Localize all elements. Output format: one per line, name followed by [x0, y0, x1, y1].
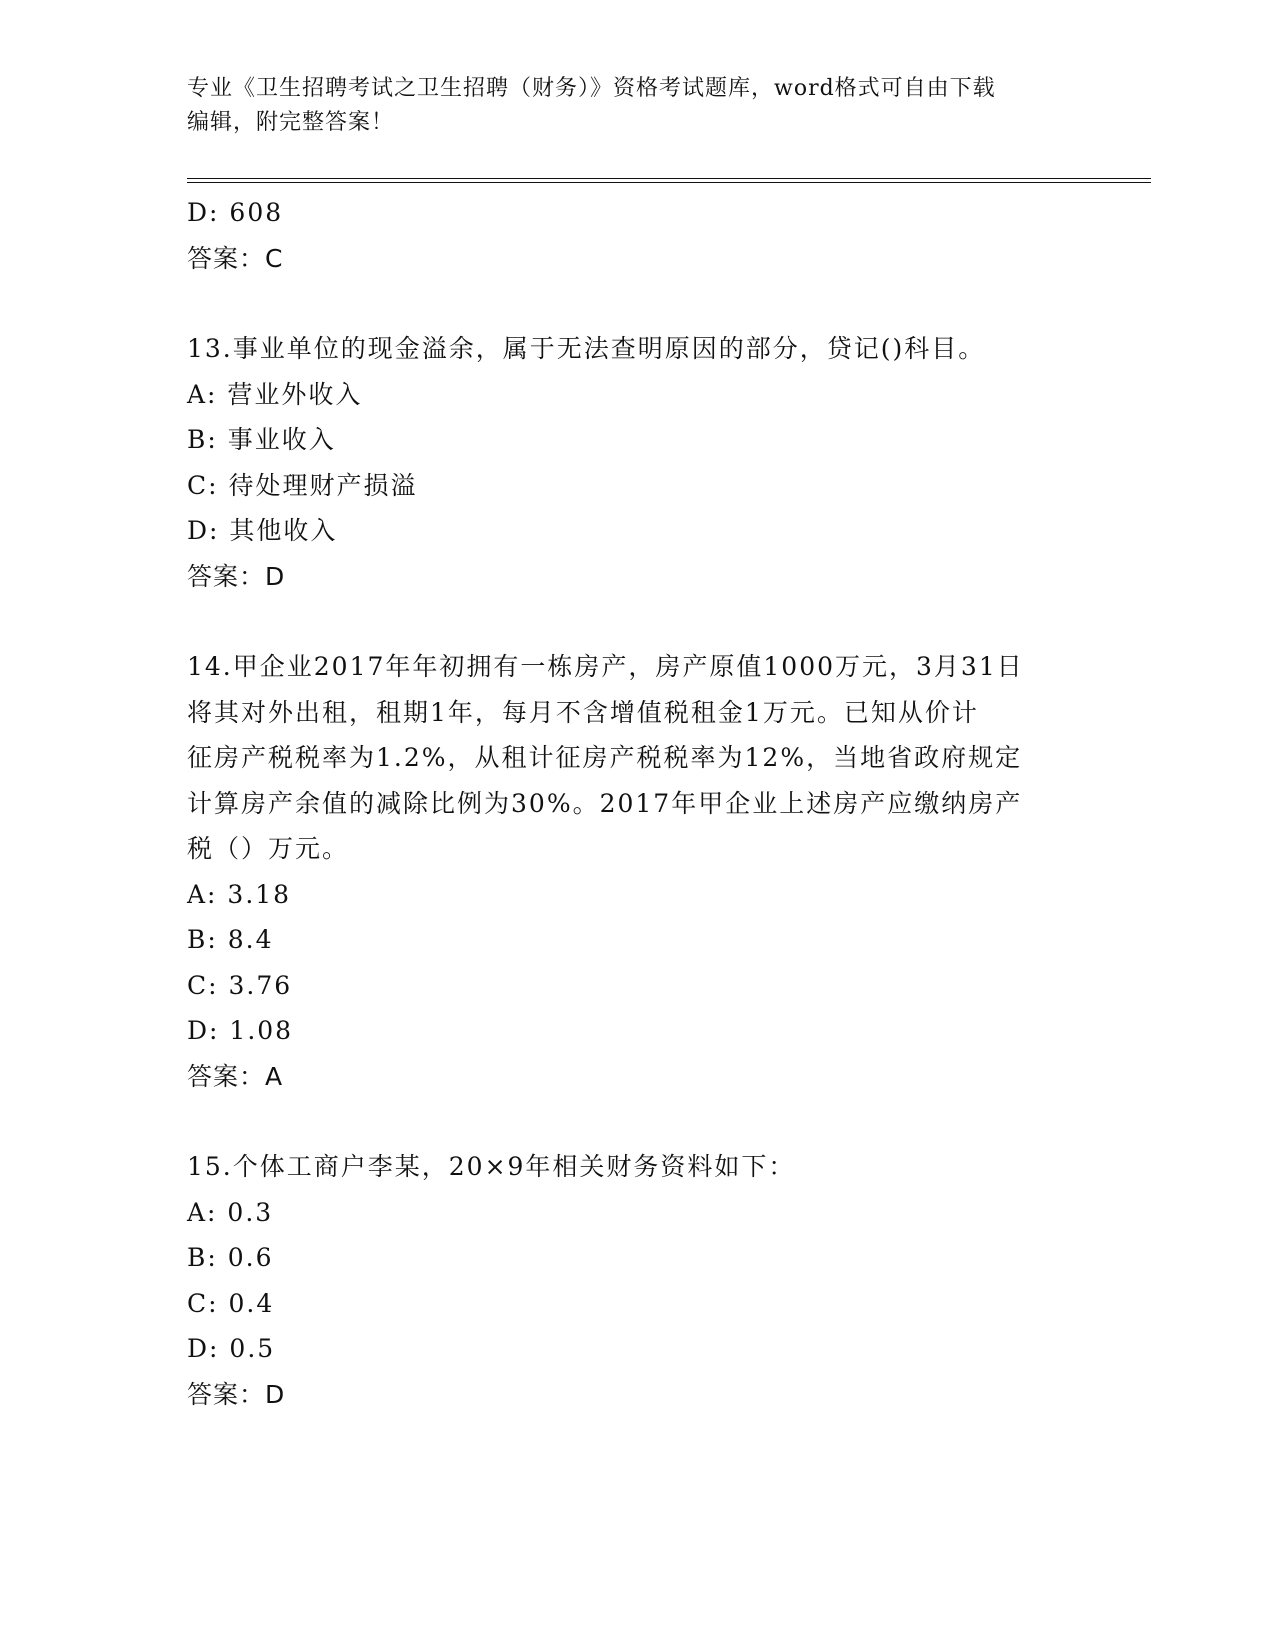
question-stem-line-5: 税（）万元。 [187, 834, 350, 863]
question-13 [187, 326, 1087, 599]
option-d: D: 608 [187, 198, 284, 227]
option-a: A: 0.3 [187, 1197, 274, 1227]
option-b: B: 0.6 [187, 1243, 274, 1272]
question-15 [187, 1144, 1087, 1417]
question-stem-line-1: 14.甲企业2017年年初拥有一栋房产，房产原值1000万元，3月31日 [187, 652, 1024, 681]
question-stem-line-2: 将其对外出租，租期1年，每月不含增值税租金1万元。已知从价计 [187, 697, 979, 727]
header-divider-bottom [187, 182, 1151, 183]
question-12-tail [187, 190, 1087, 281]
answer-line: 答案：A [187, 1061, 284, 1091]
question-stem-line-3: 征房产税税率为1.2%，从租计征房产税税率为12%，当地省政府规定 [187, 743, 1023, 772]
option-d: D: 1.08 [187, 1016, 294, 1045]
question-stem: 15.个体工商户李某，20×9年相关财务资料如下： [187, 1152, 796, 1181]
header-line-1: 专业《卫生招聘考试之卫生招聘（财务）》资格考试题库，word格式可自由下载 [187, 76, 996, 101]
option-b: B: 8.4 [187, 925, 274, 954]
option-d: D: 其他收入 [187, 516, 338, 545]
answer-line: 答案：D [187, 561, 286, 591]
option-a: A: 营业外收入 [187, 379, 363, 409]
option-c: C: 待处理财产损溢 [187, 470, 418, 500]
option-d: D: 0.5 [187, 1334, 276, 1363]
question-stem-line-4: 计算房产余值的减除比例为30%。2017年甲企业上述房产应缴纳房产 [187, 788, 1023, 818]
answer-line: 答案：D [187, 1379, 286, 1409]
question-stem: 13.事业单位的现金溢余，属于无法查明原因的部分，贷记()科目。 [187, 334, 986, 363]
option-c: C: 3.76 [187, 970, 293, 1000]
question-14 [187, 644, 1087, 1099]
answer-line: 答案：C [187, 243, 284, 273]
header-divider-top [187, 178, 1151, 179]
option-c: C: 0.4 [187, 1288, 275, 1318]
header-line-2: 编辑，附完整答案！ [187, 110, 395, 135]
option-b: B: 事业收入 [187, 425, 336, 454]
document-header [187, 72, 1087, 140]
document-body [187, 190, 1087, 1417]
option-a: A: 3.18 [187, 879, 292, 909]
